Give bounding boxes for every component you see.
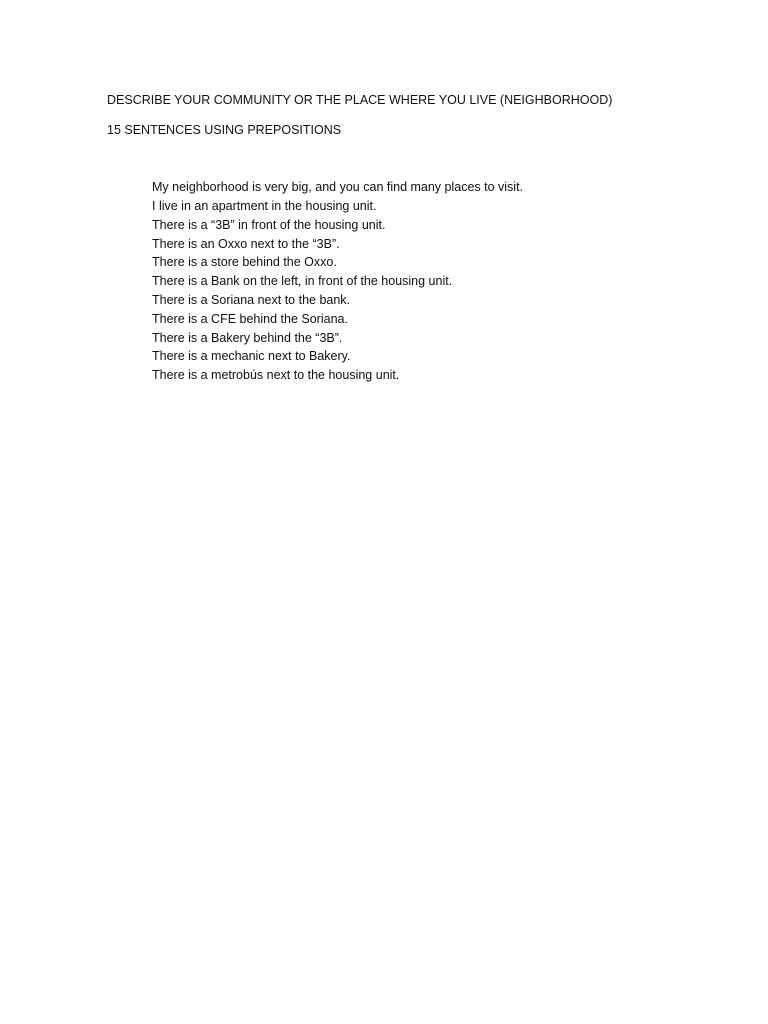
list-item-text: There is an Oxxo next to the “3B”. <box>152 236 340 251</box>
list-item-text: There is a CFE behind the Soriana. <box>152 311 348 326</box>
document-subtitle: 15 SENTENCES USING PREPOSITIONS <box>107 123 342 137</box>
list-item-text: There is a “3B” in front of the housing unit. <box>152 217 386 232</box>
list-item-text: I live in an apartment in the housing unit. <box>152 199 377 213</box>
intro-paragraph: My neighborhood is very big, and you can find many places to visit. <box>152 180 524 194</box>
list-item-text: There is a mechanic next to Bakery. <box>152 349 351 364</box>
list-item-text: There is a store behind the Oxxo. <box>152 255 337 270</box>
list-item-text: There is a metrobús next to the housing unit. <box>152 368 400 383</box>
list-item-text: There is a Soriana next to the bank. <box>152 292 351 307</box>
document-title: DESCRIBE YOUR COMMUNITY OR THE PLACE WHERE YOU LIVE (NEIGHBORHOOD) <box>107 93 613 107</box>
list-item-text: There is a Bank on the left, in front of the housing unit. <box>152 274 453 289</box>
list-item-text: There is a Bakery behind the “3B”. <box>152 330 343 345</box>
